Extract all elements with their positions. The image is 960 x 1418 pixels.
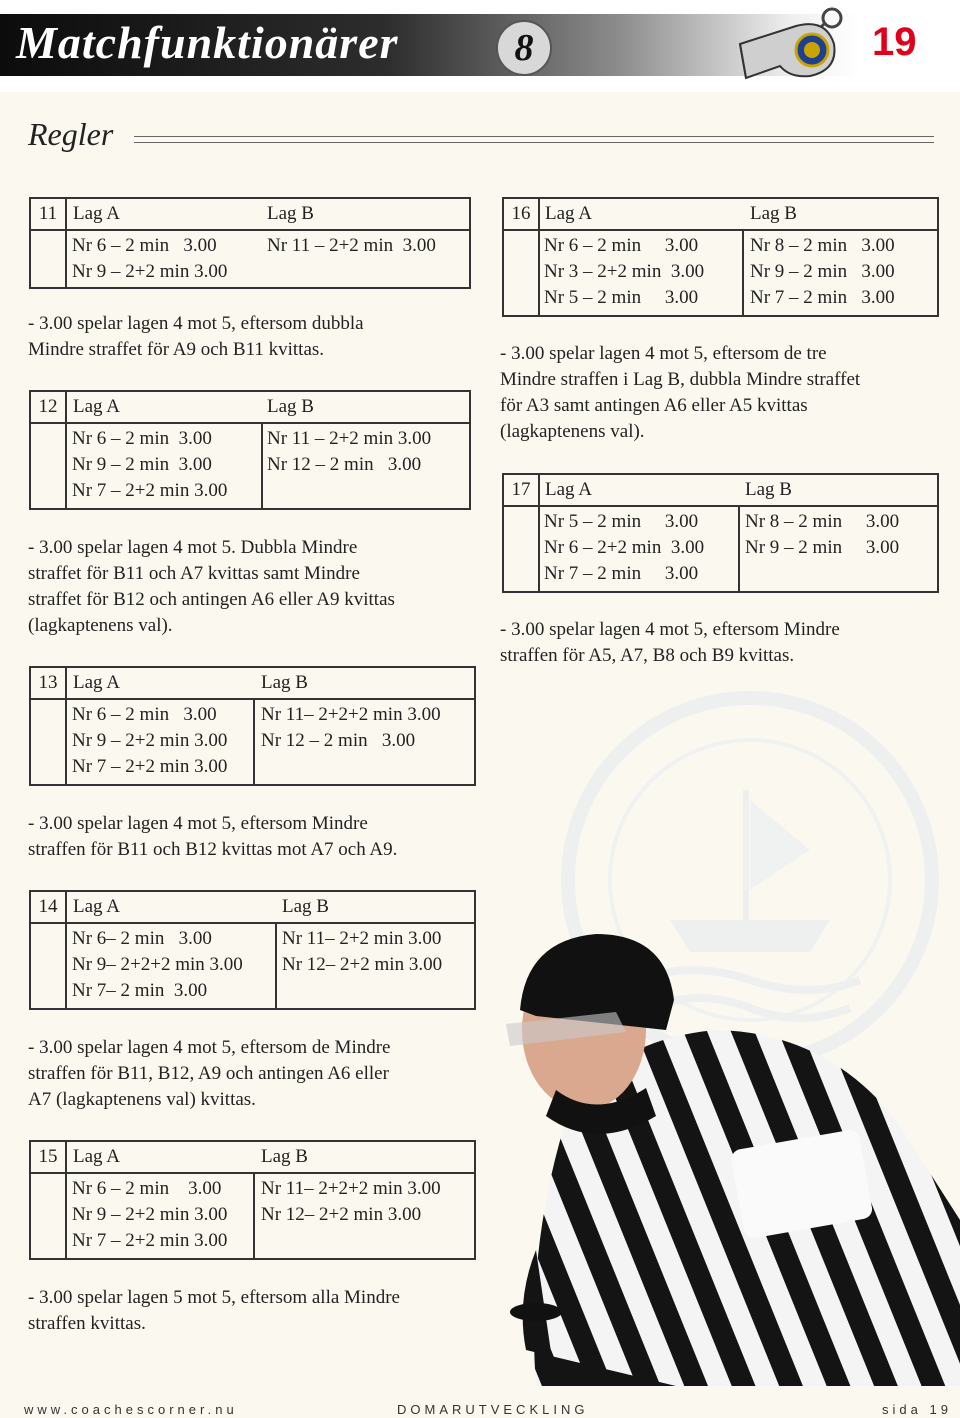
- whistle-icon: [734, 4, 854, 88]
- team-a-label: Lag A: [73, 203, 120, 224]
- team-a-label: Lag A: [73, 396, 120, 417]
- rule-number: 14: [31, 892, 67, 922]
- rule-17-table: [502, 473, 939, 593]
- team-a-penalties: Nr 6 – 2 min 3.00 Nr 3 – 2+2 min 3.00 Nr 5 – 2 min 3.00: [544, 235, 705, 308]
- team-b-penalties: Nr 11– 2+2+2 min 3.00 Nr 12 – 2 min 3.00: [261, 704, 441, 751]
- rule-body: [504, 231, 937, 315]
- rule-16-explanation: - 3.00 spelar lagen 4 mot 5, eftersom de tre Mindre straffen i Lag B, dubbla Mindre straffet för A3 samt antingen A6 eller A5 kvittas (lagkaptenens val).: [500, 343, 861, 442]
- rule-17-explanation: - 3.00 spelar lagen 4 mot 5, eftersom Mindre straffen för A5, A7, B8 och B9 kvittas.: [500, 619, 840, 666]
- rule-number: 16: [504, 199, 540, 229]
- rule-body: [31, 924, 474, 1008]
- referee-photo: [496, 920, 960, 1386]
- rule-12-explanation: - 3.00 spelar lagen 4 mot 5. Dubbla Mindre straffet för B11 och A7 kvittas samt Mindre straffet för B12 och antingen A6 eller A9 kvittas (lagkaptenens val).: [28, 537, 395, 636]
- rule-header: [31, 392, 469, 424]
- section-title: Regler: [28, 116, 114, 152]
- rule-number: 12: [31, 392, 67, 422]
- rule-number: 11: [31, 199, 67, 229]
- team-b-label: Lag B: [261, 1146, 308, 1167]
- team-b-penalties: Nr 8 – 2 min 3.00 Nr 9 – 2 min 3.00 Nr 7 – 2 min 3.00: [750, 235, 895, 308]
- team-b-penalties: Nr 11– 2+2 min 3.00 Nr 12– 2+2 min 3.00: [282, 928, 443, 975]
- team-b-penalties: Nr 11– 2+2+2 min 3.00 Nr 12– 2+2 min 3.00: [261, 1178, 441, 1225]
- team-a-label: Lag A: [73, 672, 120, 693]
- rule-body: [31, 231, 469, 287]
- rule-header: [504, 475, 937, 507]
- rule-body: [31, 424, 469, 508]
- rule-16-table: [502, 197, 939, 317]
- rule-13-table: [29, 666, 476, 786]
- rule-body: [504, 507, 937, 591]
- rule-11-explanation: - 3.00 spelar lagen 4 mot 5, eftersom dubbla Mindre straffet för A9 och B11 kvittas.: [28, 313, 364, 360]
- rule-header: [31, 1142, 474, 1174]
- team-b-penalties: Nr 11 – 2+2 min 3.00 Nr 12 – 2 min 3.00: [267, 428, 432, 475]
- team-b-label: Lag B: [282, 896, 329, 917]
- rule-body: [31, 700, 474, 784]
- team-b-label: Lag B: [750, 203, 797, 224]
- rule-number: 17: [504, 475, 540, 505]
- team-a-penalties: Nr 6 – 2 min 3.00 Nr 9 – 2+2 min 3.00 Nr 7 – 2+2 min 3.00: [72, 704, 228, 777]
- team-a-penalties: Nr 6 – 2 min 3.00 Nr 9 – 2+2 min 3.00 Nr 7 – 2+2 min 3.00: [72, 1178, 228, 1251]
- team-a-label: Lag A: [545, 203, 592, 224]
- rule-body: [31, 1174, 474, 1258]
- page-number: 19: [872, 20, 917, 64]
- rule-header: [504, 199, 937, 231]
- rule-header: [31, 892, 474, 924]
- team-a-label: Lag A: [545, 479, 592, 500]
- rule-11-table: [29, 197, 471, 289]
- rule-header: [31, 199, 469, 231]
- rule-15-table: [29, 1140, 476, 1260]
- rule-13-explanation: - 3.00 spelar lagen 4 mot 5, eftersom Mindre straffen för B11 och B12 kvittas mot A7 och A9.: [28, 813, 398, 860]
- team-b-label: Lag B: [745, 479, 792, 500]
- rule-number: 13: [31, 668, 67, 698]
- section-divider: [134, 136, 934, 143]
- team-b-label: Lag B: [261, 672, 308, 693]
- rule-14-explanation: - 3.00 spelar lagen 4 mot 5, eftersom de Mindre straffen för B11, B12, A9 och antingen A6 eller A7 (lagkaptenens val) kvittas.: [28, 1037, 391, 1110]
- rule-15-explanation: - 3.00 spelar lagen 5 mot 5, eftersom alla Mindre straffen kvittas.: [28, 1287, 400, 1334]
- rule-header: [31, 668, 474, 700]
- rule-12-table: [29, 390, 471, 510]
- team-a-penalties: Nr 6 – 2 min 3.00 Nr 9 – 2+2 min 3.00: [72, 235, 228, 282]
- team-b-penalties: Nr 11 – 2+2 min 3.00: [267, 235, 436, 256]
- chapter-title: Matchfunktionärer: [16, 17, 399, 68]
- team-b-label: Lag B: [267, 203, 314, 224]
- footer-page: sida 19: [882, 1402, 952, 1417]
- team-a-label: Lag A: [73, 896, 120, 917]
- team-b-label: Lag B: [267, 396, 314, 417]
- page-header: [0, 0, 960, 92]
- rule-14-table: [29, 890, 476, 1010]
- team-a-penalties: Nr 6 – 2 min 3.00 Nr 9 – 2 min 3.00 Nr 7 – 2+2 min 3.00: [72, 428, 228, 501]
- team-a-penalties: Nr 5 – 2 min 3.00 Nr 6 – 2+2 min 3.00 Nr 7 – 2 min 3.00: [544, 511, 705, 584]
- rule-number: 15: [31, 1142, 67, 1172]
- footer-website: www.coachescorner.nu: [24, 1402, 238, 1417]
- team-a-penalties: Nr 6– 2 min 3.00 Nr 9– 2+2+2 min 3.00 Nr 7– 2 min 3.00: [72, 928, 243, 1001]
- chapter-number-badge: 8: [496, 20, 552, 76]
- team-a-label: Lag A: [73, 1146, 120, 1167]
- team-b-penalties: Nr 8 – 2 min 3.00 Nr 9 – 2 min 3.00: [745, 511, 900, 558]
- footer-section: DOMARUTVECKLING: [397, 1402, 589, 1417]
